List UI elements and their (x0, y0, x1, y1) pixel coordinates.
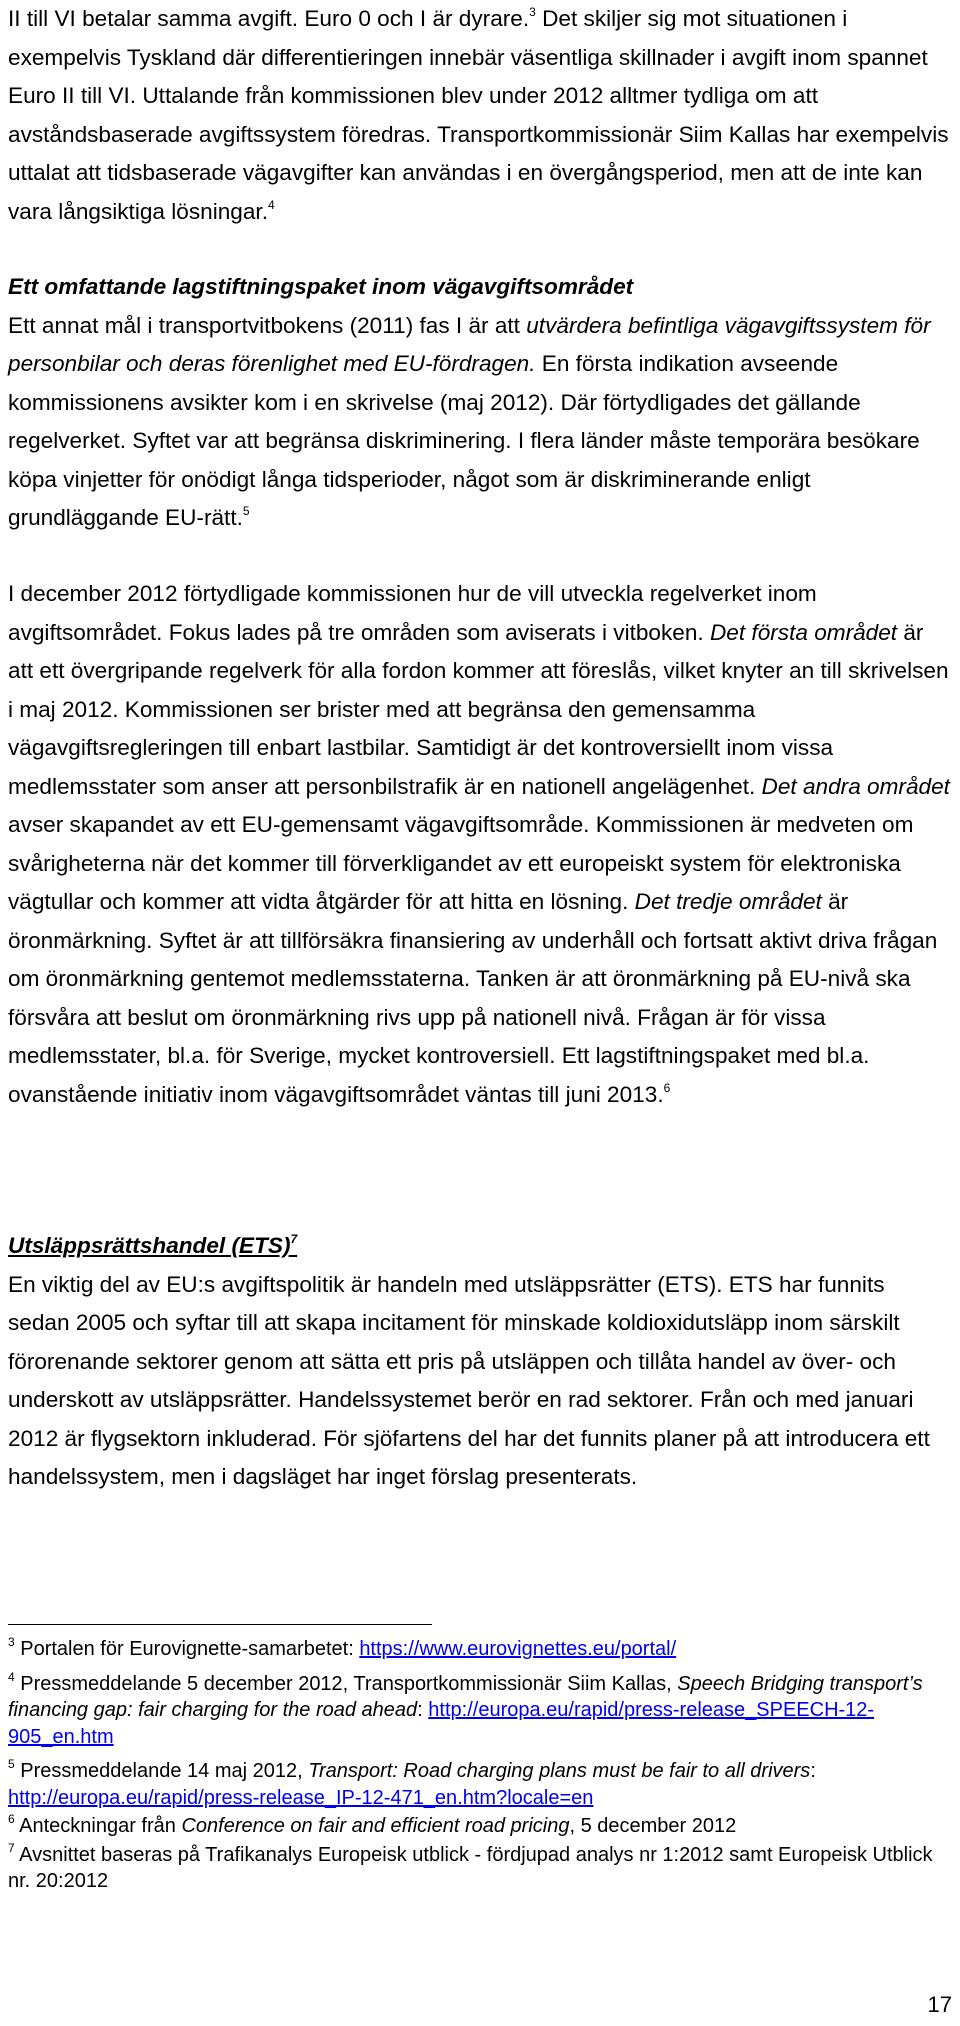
footnote-separator (8, 1624, 432, 1625)
body-paragraph: En viktig del av EU:s avgiftspolitik är handeln med utsläppsrätter (ETS). ETS har funnits sedan 2005 och syftar till att skapa incitament för minskade koldioxidutsläpp inom särskilt förorenande sektorer genom att sätta ett pris på utsläppen och tillåta handel av över- och underskott av utsläppsrätter. Handelssystemet berör en rad sektorer. Från och med januari 2012 är flygsektorn inkluderad. För sjöfartens del har det funnits planer på att introducera ett handelssystem, men i dagsläget har inget förslag presenterats. (8, 1271, 930, 1489)
footnote-link[interactable]: http://europa.eu/rapid/press-release_IP-12-471_en.htm?locale=en (8, 1786, 594, 1809)
footnote-6: $^6$ Anteckningar från Conference on fair and efficient road pricing, 5 december 2012 (8, 1812, 737, 1837)
text-run: Det skiljer sig mot situationen i exempelvis Tyskland där differentieringen innebär väsentliga skillnader i avgift inom spannet Euro II till VI. Uttalande från kommissionen blev under 2012 alltmer tydliga om att avståndsbaserade avgiftssystem föredras. Transportkommissionär Siim Kallas har exempelvis uttalat att tidsbaserade vägavgifter kan användas i en övergångsperiod, men att de inte kan vara långsiktiga lösningar. (8, 6, 949, 224)
section-ets (8, 1227, 952, 1497)
page-number: 17 (927, 1992, 952, 2017)
section-road-pricing (8, 268, 952, 538)
footnote-link[interactable]: http://europa.eu/rapid/press-release_SPEECH-12-905_en.htm (8, 1699, 875, 1748)
body-paragraph: Ett annat mål i transportvitbokens (2011) fas I är att utvärdera befintliga vägavgiftssystem för personbilar och deras förenlighet med EU-fördragen. En första indikation avseende kommissionens avsikter kom i en skrivelse (maj 2012). Där förtydligades det gällande regelverket. Syftet var att begränsa diskriminering. I flera länder måste temporära besökare köpa vinjetter för onödigt långa tidsperioder, något som är diskriminerande enligt grundläggande EU-rätt.$^5$ (8, 312, 931, 530)
body-paragraph: I december 2012 förtydligade kommissionen hur de vill utveckla regelverket inom avgiftsområdet. Fokus lades på tre områden som aviserats i vitboken. Det första området är att ett övergripande regelverk för alla fordon kommer att föreslås, vilket knyter an till skrivelsen i maj 2012. Kommissionen ser brister med att begränsa den gemensamma vägavgiftsregleringen till enbart lastbilar. Samtidigt är det kontroversiellt inom vissa medlemsstater som anser att personbilstrafik är en nationell angelägenhet. Det andra området avser skapandet av ett EU-gemensamt vägavgiftsområde. Kommissionen är medveten om svårigheterna när det kommer till förverkligandet av ett europeiskt system för elektroniska vägtullar och kommer att vidta åtgärder för att hitta en lösning. Det tredje området är öronmärkning. Syftet är att tillförsäkra finansiering av underhåll och fortsatt aktivt driva frågan om öronmärkning gentemot medlemsstaterna. Tanken är att öronmärkning på EU-nivå ska försvåra att beslut om öronmärkning rivs upp på nationell nivå. Frågan är för vissa medlemsstater, bl.a. för Sverige, mycket kontroversiell. Ett lagstiftningspaket med bl.a. ovanstående initiativ inom vägavgiftsområdet väntas till juni 2013.$^6$ (8, 581, 950, 1107)
intro-paragraph (8, 0, 952, 231)
footnote-ref[interactable]: 6 (663, 1080, 671, 1095)
footnote-4: $^4$ Pressmeddelande 5 december 2012, Transportkommissionär Siim Kallas, Speech Bridging transport’s financing gap: fair charging for the road ahead: http://europa.eu/rapid/press-release_SPEECH-12-905_en.htm (8, 1669, 923, 1748)
section-road-pricing-paragraph-2 (8, 575, 952, 1114)
footnote-ref[interactable]: 4 (267, 197, 275, 212)
footnote-link[interactable]: https://www.eurovignettes.eu/portal/ (359, 1638, 677, 1660)
section-heading: Utsläppsrättshandel (ETS)$^7$ (8, 1232, 298, 1258)
footnote-ref[interactable]: 5 (242, 504, 250, 518)
section-heading: Ett omfattande lagstiftningspaket inom vägavgiftsområdet (8, 274, 634, 299)
footnote-7: $^7$ Avsnittet baseras på Trafikanalys Europeisk utblick - fördjupad analys nr 1:2012 samt Europeisk Utblick nr. 20:2012 (8, 1840, 933, 1892)
footnote-ref[interactable]: 7 (290, 1232, 298, 1246)
footnote-3: $^3$ Portalen för Eurovignette-samarbetet: https://www.eurovignettes.eu/portal/ (8, 1635, 677, 1660)
text-run: II till VI betalar samma avgift. Euro 0 och I är dyrare. (8, 6, 530, 31)
footnote-5: $^5$ Pressmeddelande 14 maj 2012, Transport: Road charging plans must be fair to all drivers: http://europa.eu/rapid/press-release_IP-12-471_en.htm?locale=en (8, 1757, 816, 1809)
footnotes (8, 1636, 952, 1895)
footnote-ref[interactable]: 3 (529, 5, 536, 19)
